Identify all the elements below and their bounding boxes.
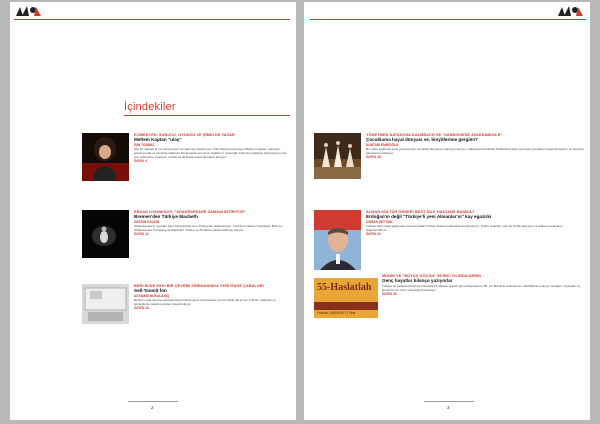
header-rule xyxy=(14,19,290,20)
entry-body: İşte bir sanatçı ki ne olursa olsun rol yapmayı bırakmıyor. Türk kökenli komedyen Meltem Kaptan, sahnede, televizyonda ve şimdi de kitabıyla Almanya'da tanınıyor. Kaptan'ın yolculuğu Köln'den başlayıp Almanya'nın pek çok sahnesine uzanıyor; mizahı ile iki kültür arasında köprü kuruyor. xyxy=(134,147,287,160)
cinema-photo-icon xyxy=(82,284,129,324)
magazine-logo xyxy=(14,4,42,18)
entry-page-ref[interactable]: SAYFA 26 xyxy=(382,292,397,297)
entry-page-ref[interactable]: SAYFA 4 xyxy=(134,159,147,164)
entry-body: Türkiye'deki siyasi gelişmeler Almanya'daki Türkiye kökenli toplulukta da tartışılıyor. Kültür insanları yeni bir kimlik arayışını ve aidiyet sorunlarını değerlendiriyor. xyxy=(366,224,563,233)
entry-head: MÜNİH VE "BÜYÜK GÖÇÜN" 55'İNCİ YILINDA DERİN xyxy=(382,274,481,278)
entry-banner-55 xyxy=(314,278,378,318)
entry-subtitle: Genç hayatlar bilanço yazıyorlar xyxy=(382,278,453,284)
footer-rule xyxy=(128,401,178,402)
toc-entry-4 xyxy=(366,133,584,160)
stage-photo-icon xyxy=(82,210,129,258)
entry-photo-comedian xyxy=(82,133,129,181)
entry-photo-stage xyxy=(82,210,129,258)
entry-author: GEZGİN KALKIN xyxy=(134,219,160,224)
entry-head: YÖNETMEN NATASCHA KALMBACH VE "SANDIKNESE AVAKKABISA R" xyxy=(366,133,503,137)
page-title: İçindekiler xyxy=(124,101,176,113)
entry-head: KOMEDYEN, SUNUCU, OYUNCU VE ŞİMDİ DE YAZAR xyxy=(134,133,235,137)
header-rule xyxy=(310,19,586,20)
logo-icon xyxy=(556,4,584,18)
toc-entry-1 xyxy=(134,133,288,164)
page-number: 2 xyxy=(151,405,154,410)
entry-body: Türkiye ile Federal Almanya arasında imzalanan işgücü göç anlaşmasının 55. yılı Münih'te düzenlenen etkinliklerle anılıyor. Sergiler, söyleşiler ve konserler bu uzun yolculuğu hatırlatıyor. xyxy=(382,283,581,292)
banner-line: Festival | MÜNİCHİT | Taler xyxy=(317,311,356,315)
entry-page-ref[interactable]: SAYFA 22 xyxy=(366,232,381,237)
entry-subtitle: Çocukluma hayal dünyası ve, binyitlerime gergimi? xyxy=(366,137,478,143)
logo-icon xyxy=(14,4,42,18)
entry-photo-cinema xyxy=(82,284,129,324)
page-number: 3 xyxy=(447,405,450,410)
entry-author: ASYAMIM MUKULANIQ xyxy=(134,293,170,298)
entry-photo-dancers xyxy=(314,133,361,179)
entry-author: OSMAN ŞEYTANİ xyxy=(366,219,393,224)
toc-entry-3 xyxy=(134,284,288,311)
entry-author: KUNTARI EMİROĞLU xyxy=(366,142,399,147)
entry-head: ALMAN KÜLTÜR ÖNDERİ BEST DİLE HASTANE BAŞIKA? xyxy=(366,210,475,214)
banner-title: 55-Haslatlah xyxy=(317,282,372,293)
toc-entry-5 xyxy=(366,210,584,237)
entry-page-ref[interactable]: SAYFA 18 xyxy=(366,155,381,160)
entry-page-ref[interactable]: SAYFA 16 xyxy=(134,306,149,311)
comedian-photo-icon xyxy=(82,133,129,181)
footer-rule xyxy=(424,401,474,402)
entry-subtitle: Bremen'den Türkiye Macbeth xyxy=(134,214,198,220)
entry-subtitle: Erdoğan'ın değil "Türkiye'li yeni Almanlar'ın" kay egazirki xyxy=(366,214,492,220)
entry-head: BERLİN'DE ESKİ BİR ÇEVRİM SİNEMASINDA YENİ İFADE ÇABALARI xyxy=(134,284,264,288)
right-page xyxy=(304,2,590,420)
left-page xyxy=(10,2,296,420)
toc-entry-2 xyxy=(134,210,288,237)
entry-body: Bu yazla tiyatroda genç yönetmenler çocukluk dünyasını sahneye taşıyor. Natascha Kalmbach Heidelberg'deki oyunuyla çocukların hayal dünyasını ve büyüme sancılarını anlatıyor. xyxy=(366,147,584,156)
politician-photo-icon xyxy=(314,210,361,270)
entry-body: Berlin'in eski sinema salonlarından birinde genç sinemacılar yeni bir ifade dili arıyor. Filmler, atölyeler ve söyleşilerle mekân yeniden hayat buluyor. xyxy=(134,298,276,307)
entry-author: İŞIN TOSMAZ xyxy=(134,142,155,147)
dancers-photo-icon xyxy=(314,133,361,179)
banner-strip xyxy=(314,302,378,310)
title-rule xyxy=(124,115,290,116)
magazine-logo xyxy=(556,4,584,18)
entry-body: Shakespeare'in oyunları hem Almanya'da hem Türkiye'de sahneleniyor. Yönetmen Erkan Uyanıksoy Bremen Shakespeare Company ile Macbeth'i Türkçe ve Almanca olarak sahneye taşıyor. xyxy=(134,224,283,233)
entry-photo-politician xyxy=(314,210,361,270)
entry-subtitle: Sell-Tanmit fon xyxy=(134,288,167,294)
entry-head: ERKAN UYANIKSOY: "SHAKESPEARE ZAMANI BİTİRİYOR" xyxy=(134,210,247,214)
entry-subtitle: Meltem Kaptan "ulaş" xyxy=(134,137,182,143)
entry-page-ref[interactable]: SAYFA 12 xyxy=(134,232,149,237)
toc-entry-6 xyxy=(382,274,584,296)
